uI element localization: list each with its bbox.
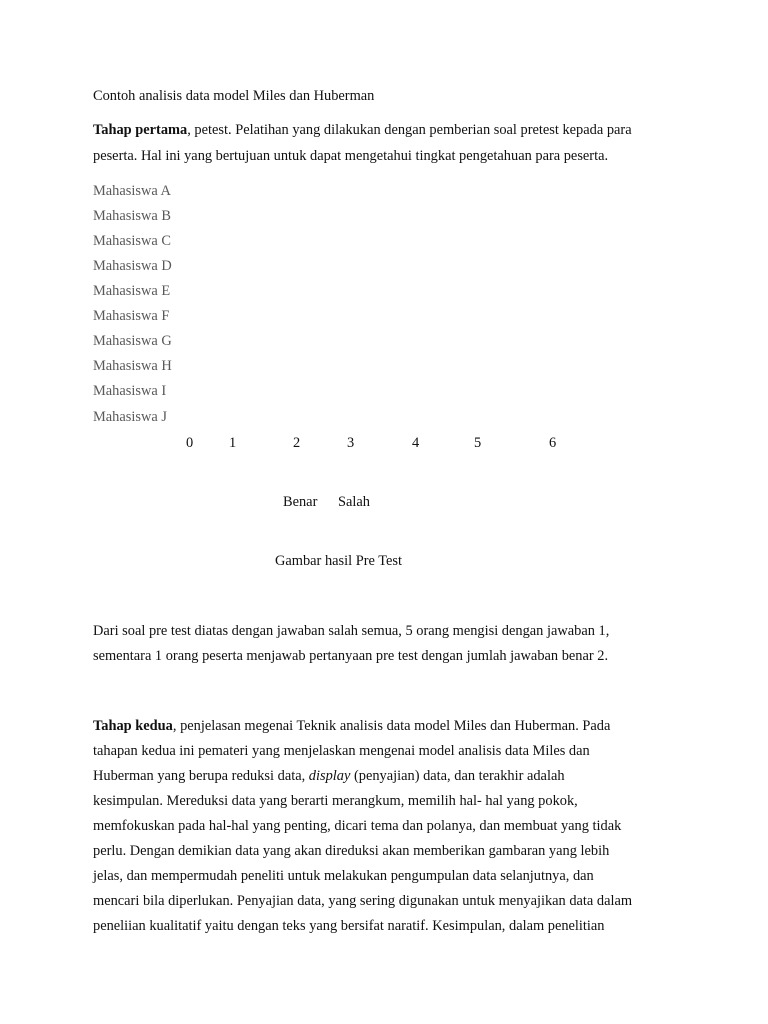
paragraph-3-line-5: memfokuskan pada hal-hal yang penting, dicari tema dan polanya, dan membuat yang tidak — [93, 818, 622, 834]
paragraph-3-line-3-pre: Huberman yang berupa reduksi data, — [93, 768, 309, 784]
chart-x-tick-label: 1 — [229, 435, 237, 451]
chart-category-label: Mahasiswa E — [93, 283, 171, 299]
paragraph-3-line-6: perlu. Dengan demikian data yang akan direduksi akan memberikan gambaran yang lebih — [93, 843, 610, 859]
chart-category-label: Mahasiswa A — [93, 183, 171, 199]
paragraph-3-line-8: mencari bila diperlukan. Penyajian data, yang sering digunakan untuk menyajikan data dalam — [93, 893, 633, 909]
paragraph-3-line-4: kesimpulan. Mereduksi data yang berarti merangkum, memilih hal- hal yang pokok, — [93, 793, 578, 809]
chart-legend-salah: Salah — [338, 494, 370, 510]
chart-x-tick-label: 2 — [293, 435, 301, 451]
chart-x-tick-label: 3 — [347, 435, 355, 451]
chart-category-label: Mahasiswa G — [93, 333, 172, 349]
chart-legend-benar: Benar — [283, 494, 318, 510]
paragraph-3-line-1-text: , penjelasan megenai Teknik analisis data model Miles dan Huberman. Pada — [172, 718, 611, 734]
paragraph-3-line-9: peneliian kualitatif yaitu dengan teks yang bersifat naratif. Kesimpulan, dalam penelitian — [93, 918, 605, 934]
paragraph-3-line-3-post: (penyajian) data, dan terakhir adalah — [350, 768, 565, 784]
chart-category-label: Mahasiswa J — [93, 409, 167, 425]
chart-x-tick-label: 5 — [474, 435, 482, 451]
chart-category-label: Mahasiswa I — [93, 383, 167, 399]
chart-x-tick-label: 0 — [186, 435, 194, 451]
chart-x-tick-label: 4 — [412, 435, 420, 451]
chart-x-tick-label: 6 — [549, 435, 557, 451]
document-title: Contoh analisis data model Miles dan Huberman — [93, 88, 375, 104]
paragraph-1-line-1-text: , petest. Pelatihan yang dilakukan dengan pemberian soal pretest kepada para — [187, 122, 632, 138]
chart-category-label: Mahasiswa F — [93, 308, 170, 324]
paragraph-3-line-7: jelas, dan mempermudah peneliti untuk melakukan pengumpulan data selanjutnya, dan — [93, 868, 594, 884]
paragraph-1-lead: Tahap pertama — [93, 122, 188, 138]
paragraph-2-line-2: sementara 1 orang peserta menjawab pertanyaan pre test dengan jumlah jawaban benar 2. — [93, 648, 609, 664]
paragraph-3-display-term: display — [308, 768, 351, 784]
chart-category-label: Mahasiswa C — [93, 233, 171, 249]
chart-category-label: Mahasiswa D — [93, 258, 172, 274]
paragraph-3-line-2: tahapan kedua ini pemateri yang menjelaskan mengenai model analisis data Miles dan — [93, 743, 590, 759]
paragraph-3-line-1 — [93, 717, 610, 735]
chart-category-label: Mahasiswa H — [93, 358, 172, 374]
paragraph-3-line-3 — [93, 767, 565, 785]
chart-category-label: Mahasiswa B — [93, 208, 171, 224]
figure-caption: Gambar hasil Pre Test — [275, 553, 403, 569]
paragraph-1-line-1 — [93, 121, 632, 139]
paragraph-1-line-2: peserta. Hal ini yang bertujuan untuk dapat mengetahui tingkat pengetahuan para peserta. — [93, 148, 609, 164]
paragraph-3-lead: Tahap kedua — [93, 718, 173, 734]
paragraph-2-line-1: Dari soal pre test diatas dengan jawaban salah semua, 5 orang mengisi dengan jawaban 1, — [93, 623, 610, 639]
